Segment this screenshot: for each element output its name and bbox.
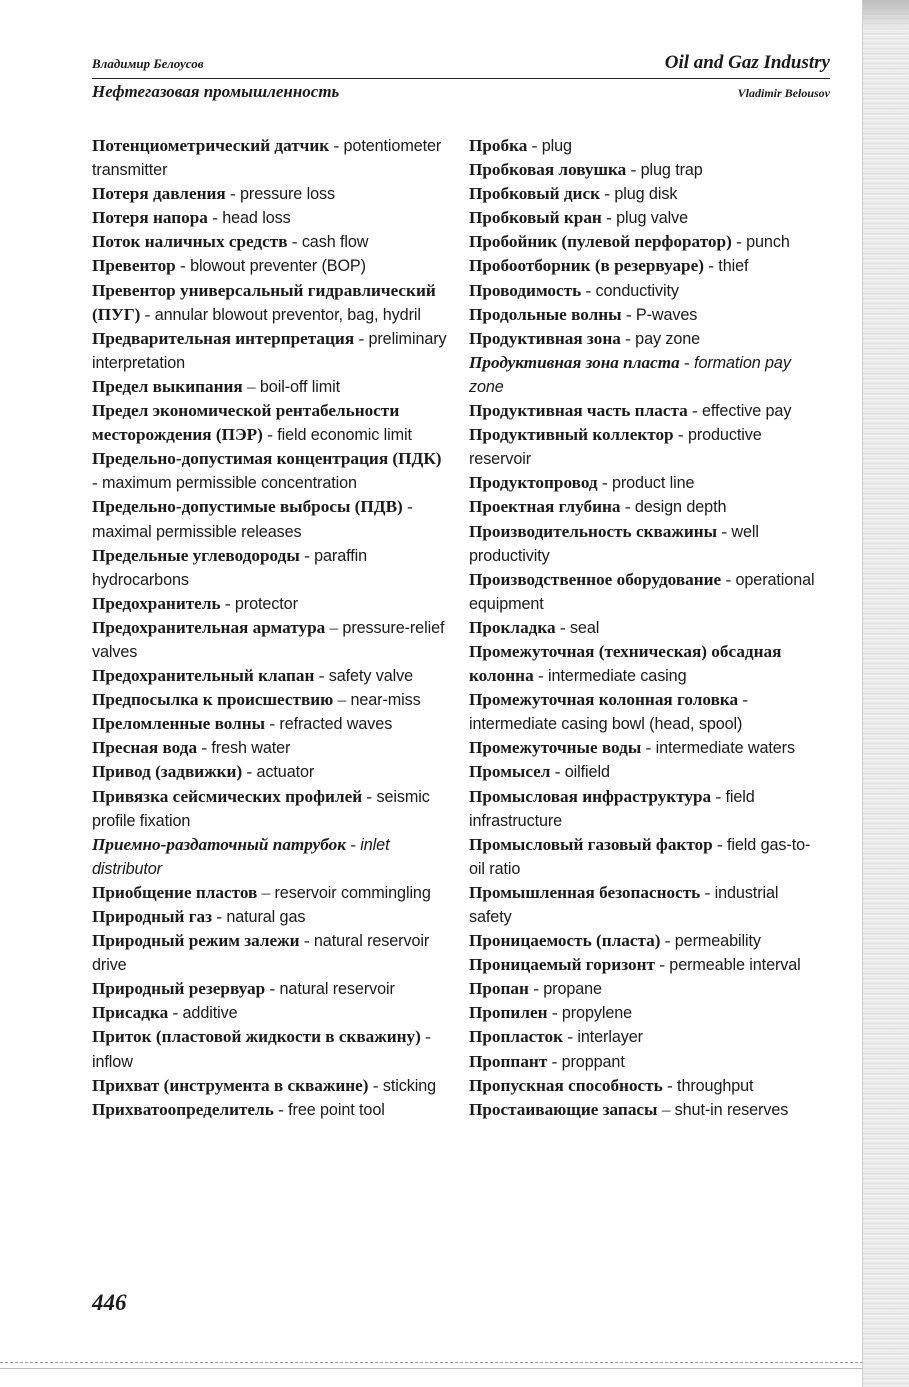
entry-separator: -	[662, 1075, 678, 1095]
entry-translation: protector	[234, 594, 298, 613]
entry-term: Предельно-допустимые выбросы (ПДВ)	[92, 497, 403, 517]
glossary-entry	[469, 785, 825, 833]
entry-term: Пропускная способность	[469, 1075, 663, 1095]
glossary-entry	[469, 929, 825, 953]
glossary-entry	[469, 760, 825, 784]
entry-term: Преломленные волны	[92, 714, 266, 734]
entry-separator: -	[345, 834, 361, 854]
entry-translation: pressure loss	[240, 185, 335, 204]
glossary-entry	[469, 833, 825, 881]
header-author-ru: Владимир Белоусов	[92, 56, 204, 71]
entry-separator: -	[711, 786, 726, 806]
header-row-bottom	[92, 82, 830, 106]
entry-separator: -	[660, 931, 675, 951]
entry-separator: -	[600, 184, 615, 204]
glossary-column-right	[469, 134, 825, 1122]
entry-term: Прокладка	[469, 617, 556, 637]
glossary-entry	[92, 230, 448, 254]
header-row-top	[92, 52, 830, 79]
glossary-entry	[469, 495, 825, 519]
entry-term: Предохранитель	[92, 593, 221, 613]
glossary-entry	[469, 1074, 825, 1098]
entry-term: Привод (задвижки)	[92, 762, 243, 782]
glossary-entry	[469, 158, 825, 182]
entry-separator: -	[620, 328, 636, 348]
entry-term: Природный резервуар	[92, 979, 266, 999]
entry-separator: -	[555, 617, 570, 637]
entry-term: Предпосылка к происшествию	[92, 690, 334, 710]
entry-term: Промышленная безопасность	[469, 882, 701, 902]
glossary-entry	[469, 881, 825, 929]
entry-separator: -	[721, 569, 736, 589]
glossary-entry	[92, 929, 448, 977]
header-author-en: Vladimir Belousov	[737, 86, 830, 100]
entry-term: Проппант	[469, 1051, 548, 1071]
entry-separator: -	[563, 1027, 578, 1047]
glossary-entry	[92, 447, 448, 495]
glossary-entry	[92, 399, 448, 447]
entry-term: Производительность скважины	[469, 521, 718, 541]
entry-separator: -	[225, 184, 241, 204]
glossary-entry	[469, 520, 825, 568]
entry-translation: well productivity	[469, 522, 759, 565]
entry-term: Предохранительный клапан	[92, 666, 315, 686]
entry-separator: -	[641, 738, 656, 758]
entry-separator: -	[299, 931, 314, 951]
entry-translation: proppant	[561, 1052, 625, 1071]
glossary-entry	[469, 254, 825, 278]
entry-separator: –	[657, 1099, 675, 1119]
entry-translation: punch	[746, 233, 790, 252]
glossary-entry	[469, 399, 825, 423]
running-header	[92, 52, 830, 108]
entry-separator: -	[262, 425, 278, 445]
entry-translation: maximum permissible concentration	[102, 474, 357, 493]
entry-translation: natural gas	[226, 908, 306, 926]
entry-translation: intermediate casing	[548, 667, 687, 686]
entry-term: Присадка	[92, 1003, 169, 1023]
glossary-entry	[92, 977, 448, 1001]
entry-translation: productive reservoir	[469, 426, 762, 469]
entry-term: Промежуточная (техническая) обсадная колонна	[469, 641, 782, 686]
entry-term: Пробойник (пулевой перфоратор)	[469, 232, 732, 252]
entry-separator: -	[712, 834, 728, 854]
glossary-entry	[469, 1001, 825, 1025]
entry-separator: -	[212, 907, 227, 926]
entry-term: Прихват (инструмента в скважине)	[92, 1075, 369, 1095]
entry-term: Пропласток	[469, 1027, 564, 1047]
entry-translation: fresh water	[211, 739, 291, 758]
entry-translation: field economic limit	[277, 426, 412, 445]
entry-translation: near-miss	[350, 691, 421, 710]
entry-term: Промысел	[469, 762, 551, 782]
entry-separator: -	[527, 136, 542, 155]
header-title-ru: Нефтегазовая промышленность	[92, 82, 340, 101]
entry-separator: -	[533, 666, 549, 686]
entry-term: Пробоотборник (в резервуаре)	[469, 256, 704, 276]
glossary-entry	[469, 1098, 825, 1122]
entry-separator: -	[673, 425, 688, 445]
glossary-entry	[92, 134, 448, 182]
header-title-en: Oil and Gaz Industry	[664, 52, 830, 73]
entry-term: Пробковая ловушка	[469, 160, 627, 180]
entry-translation: field infrastructure	[469, 787, 755, 830]
entry-translation: pressure-relief valves	[92, 618, 445, 661]
entry-separator: -	[679, 352, 695, 372]
entry-term: Потеря давления	[92, 184, 226, 204]
entry-translation: field gas-to-oil ratio	[469, 835, 811, 878]
glossary-entry	[92, 495, 448, 543]
glossary-entry	[469, 230, 825, 254]
entry-translation: interlayer	[577, 1028, 643, 1047]
glossary-entry	[92, 712, 448, 736]
entry-term: Промысловый газовый фактор	[469, 834, 713, 854]
entry-separator: -	[717, 521, 732, 541]
entry-separator: -	[362, 786, 377, 806]
entry-translation: free point tool	[288, 1100, 385, 1119]
entry-translation: permeable interval	[669, 956, 801, 975]
entry-separator: –	[257, 882, 275, 902]
entry-term: Привязка сейсмических профилей	[92, 786, 363, 806]
entry-term: Потенциометрический датчик	[92, 136, 330, 155]
glossary-entry	[469, 640, 825, 688]
entry-term: Продуктопровод	[469, 473, 598, 493]
glossary-entry	[92, 688, 448, 712]
glossary-entry	[469, 351, 825, 399]
entry-term: Поток наличных средств	[92, 232, 288, 252]
glossary-entry	[92, 182, 448, 206]
entry-separator: -	[265, 979, 280, 999]
entry-term: Предельно-допустимая концентрация (ПДК)	[92, 449, 442, 469]
entry-separator: -	[550, 762, 565, 782]
glossary-entry	[469, 616, 825, 640]
entry-term: Продуктивная часть пласта	[469, 401, 688, 421]
entry-separator: -	[402, 497, 413, 517]
entry-separator: -	[626, 160, 641, 180]
entry-separator: -	[140, 304, 155, 324]
entry-translation: propane	[543, 980, 602, 999]
entry-separator: -	[620, 497, 635, 517]
entry-translation: potentiometer transmitter	[92, 137, 442, 180]
entry-term: Пропилен	[469, 1003, 548, 1023]
entry-translation: plug disk	[614, 185, 678, 204]
glossary-entry	[92, 544, 448, 592]
entry-translation: annular blowout preventor, bag, hydril	[154, 305, 421, 324]
entry-translation: inflow	[92, 1052, 133, 1071]
entry-term: Проницаемость (пласта)	[469, 931, 661, 951]
entry-translation: actuator	[256, 763, 315, 782]
entry-term: Пробковый кран	[469, 208, 602, 228]
entry-separator: -	[420, 1027, 431, 1047]
entry-term: Продуктивный коллектор	[469, 425, 674, 445]
entry-term: Превентор	[92, 256, 176, 276]
glossary-entry	[469, 471, 825, 495]
entry-term: Пресная вода	[92, 738, 198, 758]
entry-term: Приобщение пластов	[92, 882, 258, 902]
entry-translation: permeability	[674, 932, 761, 951]
glossary-entry	[469, 1050, 825, 1074]
glossary-column-left	[92, 134, 448, 1122]
entry-translation: maximal permissible releases	[92, 522, 302, 541]
glossary-entry	[92, 592, 448, 616]
glossary-entry	[92, 279, 448, 327]
entry-translation: reservoir commingling	[274, 883, 431, 902]
entry-term: Превентор универсальный гидравлический (ПУГ)	[92, 280, 436, 324]
entry-separator: -	[700, 882, 715, 902]
glossary-entry	[469, 303, 825, 327]
entry-separator: -	[287, 232, 302, 252]
entry-separator: -	[265, 714, 280, 734]
page-bottom-edge	[0, 1362, 863, 1369]
entry-term: Предел выкипания	[92, 376, 243, 396]
entry-separator: -	[601, 208, 617, 228]
glossary-entry	[92, 760, 448, 784]
entry-translation: intermediate casing bowl (head, spool)	[469, 715, 743, 734]
entry-translation: natural reservoir drive	[92, 932, 430, 975]
entry-term: Продуктивная зона пласта	[469, 352, 680, 372]
glossary-entry	[469, 736, 825, 760]
entry-separator: –	[242, 376, 260, 396]
glossary-entry	[469, 182, 825, 206]
glossary-entry	[469, 327, 825, 351]
entry-term: Пробковый диск	[469, 184, 600, 204]
entry-translation: natural reservoir	[279, 980, 395, 999]
glossary-entry	[92, 616, 448, 664]
entry-term: Пробка	[469, 136, 528, 155]
entry-separator: -	[731, 232, 747, 252]
entry-translation: sticking	[382, 1076, 437, 1095]
entry-separator: -	[220, 593, 235, 613]
entry-term: Производственное оборудование	[469, 569, 722, 589]
entry-term: Потеря напора	[92, 208, 208, 228]
entry-separator: -	[299, 545, 315, 565]
entry-translation: cash flow	[301, 233, 369, 252]
entry-separator: -	[207, 208, 223, 228]
glossary-entry	[92, 664, 448, 688]
entry-translation: plug valve	[616, 209, 689, 228]
entry-separator: -	[547, 1003, 562, 1023]
glossary-entry	[92, 785, 448, 833]
entry-term: Проницаемый горизонт	[469, 955, 655, 975]
entry-separator: -	[654, 955, 670, 975]
entry-separator: -	[738, 690, 749, 710]
page-number: 446	[92, 1290, 127, 1315]
entry-separator: -	[597, 473, 612, 493]
glossary-entry	[469, 568, 825, 616]
glossary-entry	[92, 881, 448, 905]
entry-separator: -	[242, 762, 257, 782]
page-edge-shadow	[862, 0, 909, 1387]
entry-term: Проводимость	[469, 280, 582, 300]
entry-term: Предварительная интерпретация	[92, 328, 355, 348]
entry-term: Предельные углеводороды	[92, 545, 300, 565]
entry-translation: conductivity	[595, 281, 679, 300]
glossary-entry	[92, 1074, 448, 1098]
entry-translation: oilfield	[564, 763, 610, 782]
entry-term: Продольные волны	[469, 304, 622, 324]
glossary-entry	[469, 279, 825, 303]
entry-separator: -	[703, 256, 719, 276]
entry-translation: inlet distributor	[92, 835, 390, 878]
entry-term: Промежуточная колонная головка	[469, 690, 739, 710]
glossary-entry	[92, 1001, 448, 1025]
entry-translation: product line	[611, 474, 695, 493]
entry-separator: -	[687, 401, 703, 421]
entry-separator: -	[175, 256, 191, 276]
entry-term: Природный режим залежи	[92, 931, 300, 951]
glossary-entry	[469, 1025, 825, 1049]
entry-term: Промежуточные воды	[469, 738, 642, 758]
entry-translation: shut-in reserves	[674, 1100, 789, 1119]
entry-translation: preliminary interpretation	[92, 329, 447, 372]
entry-separator: -	[581, 280, 596, 300]
glossary-entry	[92, 206, 448, 230]
entry-translation: pay zone	[635, 329, 701, 348]
glossary-entry	[92, 254, 448, 278]
entry-separator: -	[354, 328, 369, 348]
entry-translation: plug trap	[640, 161, 703, 180]
glossary-entry	[469, 134, 825, 158]
entry-translation: seal	[569, 618, 600, 637]
entry-separator: -	[621, 304, 636, 324]
entry-term: Приток (пластовой жидкости в скважину)	[92, 1027, 421, 1047]
entry-translation: formation pay zone	[469, 353, 791, 396]
entry-separator: –	[333, 690, 351, 710]
entry-term: Предел экономической рентабельности месторождения (ПЭР)	[92, 401, 400, 445]
entry-translation: throughput	[677, 1076, 754, 1095]
entry-translation: effective pay	[702, 402, 792, 421]
entry-translation: operational equipment	[469, 570, 815, 613]
entry-translation: paraffin hydrocarbons	[92, 546, 367, 589]
glossary-entry	[469, 688, 825, 736]
glossary-entry	[469, 423, 825, 471]
entry-term: Прихватоопределитель	[92, 1099, 274, 1119]
entry-term: Проектная глубина	[469, 497, 621, 517]
glossary-entry	[469, 977, 825, 1001]
glossary-entry	[469, 206, 825, 230]
entry-translation: intermediate waters	[655, 739, 795, 758]
entry-separator: -	[528, 979, 544, 999]
entry-separator: -	[329, 136, 344, 155]
entry-separator: -	[273, 1099, 289, 1119]
entry-separator: –	[325, 617, 343, 637]
entry-term: Приемно-раздаточный патрубок	[92, 834, 346, 854]
glossary-entry	[92, 905, 448, 929]
entry-separator: -	[368, 1075, 383, 1095]
entry-separator: -	[92, 473, 103, 493]
entry-term: Пропан	[469, 979, 529, 999]
entry-term: Промысловая инфраструктура	[469, 786, 712, 806]
entry-separator: -	[314, 666, 329, 686]
entry-term: Предохранительная арматура	[92, 617, 326, 637]
entry-translation: seismic profile fixation	[92, 787, 430, 830]
glossary-entry	[92, 1025, 448, 1073]
entry-translation: industrial safety	[469, 883, 779, 926]
entry-translation: thief	[718, 257, 749, 276]
entry-translation: additive	[182, 1004, 238, 1023]
glossary-entry	[92, 736, 448, 760]
glossary-entry	[92, 327, 448, 375]
glossary-entry	[92, 833, 448, 881]
entry-term: Продуктивная зона	[469, 328, 621, 348]
glossary-entry	[92, 375, 448, 399]
entry-translation: safety valve	[328, 667, 413, 686]
entry-translation: P-waves	[635, 305, 698, 324]
entry-translation: refracted waves	[279, 715, 393, 734]
entry-translation: blowout preventer (BOP)	[190, 257, 366, 276]
glossary-entry	[92, 1098, 448, 1122]
entry-separator: -	[168, 1003, 183, 1023]
entry-translation: head loss	[222, 209, 291, 228]
entry-translation: propylene	[561, 1004, 633, 1023]
entry-separator: -	[547, 1051, 562, 1071]
entry-translation: design depth	[634, 498, 727, 517]
entry-translation: boil-off limit	[259, 377, 341, 396]
glossary-entry	[469, 953, 825, 977]
entry-term: Простаивающие запасы	[469, 1099, 658, 1119]
entry-term: Природный газ	[92, 907, 213, 926]
entry-translation: plug	[541, 137, 572, 155]
entry-separator: -	[197, 738, 212, 758]
